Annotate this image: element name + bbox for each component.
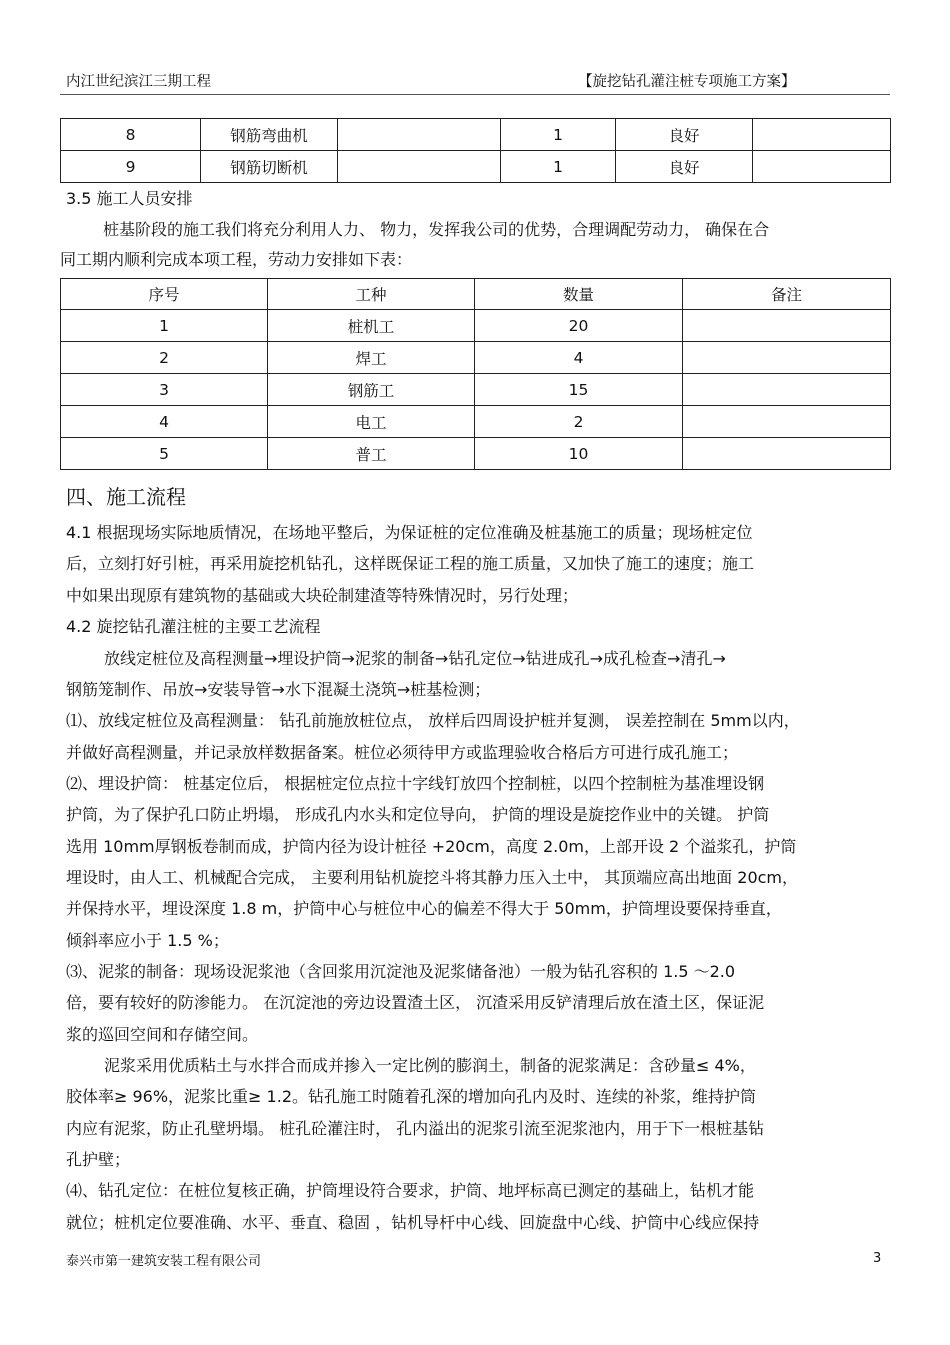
- paragraph-line: 孔护壁；: [66, 1150, 131, 1169]
- column-header: 工种: [268, 279, 475, 310]
- header-project-title: 内江世纪滨江三期工程: [66, 74, 211, 90]
- table-cell: [338, 119, 501, 151]
- table-cell: 1: [61, 310, 268, 342]
- paragraph-line: 倾斜率应小于 1.5 %；: [66, 931, 229, 950]
- paragraph-line: 胶体率≥ 96%，泥浆比重≥ 1.2。钻孔施工时随着孔深的增加向孔内及时、连续的补浆，维持护筒: [66, 1087, 756, 1106]
- paragraph-line: 4.1 根据现场实际地质情况，在场地平整后，为保证桩的定位准确及桩基施工的质量；现场桩定位: [66, 523, 753, 542]
- table-cell: 钢筋弯曲机: [201, 119, 338, 151]
- header-divider: [60, 94, 890, 95]
- table-cell: 良好: [616, 151, 753, 183]
- process-flow-line: 钢筋笼制作、吊放→安装导管→水下混凝土浇筑→桩基检测；: [66, 680, 491, 699]
- section-3-5-title: 3.5 施工人员安排: [66, 189, 193, 208]
- paragraph-line: ⑶、泥浆的制备：现场设泥浆池（含回浆用沉淀池及泥浆储备池）一般为钻孔容积的 1.5 ～2.0: [66, 962, 736, 981]
- table-row: [61, 374, 891, 406]
- column-header: 序号: [61, 279, 268, 310]
- paragraph-line: 就位；桩机定位要准确、水平、垂直、稳固 ，钻机导杆中心线、回旋盘中心线、护筒中心线应保持: [66, 1213, 760, 1232]
- paragraph-line: 桩基阶段的施工我们将充分利用人力、 物力，发挥我公司的优势，合理调配劳动力， 确保在合: [103, 220, 770, 239]
- footer-company: 泰兴市第一建筑安装工程有限公司: [66, 1254, 262, 1269]
- table-cell: 钢筋工: [268, 374, 475, 406]
- table-cell: [753, 151, 891, 183]
- table-cell: [338, 151, 501, 183]
- table-cell: 4: [475, 342, 683, 374]
- paragraph-line: 浆的巡回空间和存储空间。: [66, 1025, 259, 1044]
- table-cell: 良好: [616, 119, 753, 151]
- paragraph-line: 埋设时，由人工、机械配合完成， 主要利用钻机旋挖斗将其静力压入土中， 其顶端应高出地面 20cm，: [66, 868, 799, 887]
- paragraph-line: 倍，要有较好的防渗能力。 在沉淀池的旁边设置渣土区， 沉渣采用反铲清理后放在渣土区，保证泥: [66, 993, 765, 1012]
- paragraph-line: ⑴、放线定桩位及高程测量： 钻孔前施放桩位点， 放样后四周设护桩并复测， 误差控制在 5mm以内，: [66, 711, 800, 730]
- table-cell: [683, 374, 891, 406]
- paragraph-line: ⑵、埋设护筒： 桩基定位后， 根据桩定位点拉十字线钉放四个控制桩，以四个控制桩为基准埋设钢: [66, 774, 765, 793]
- table-cell: 普工: [268, 438, 475, 470]
- table-cell: 20: [475, 310, 683, 342]
- labor-table: [60, 278, 891, 470]
- process-flow-line: 放线定桩位及高程测量→埋设护筒→泥浆的制备→钻孔定位→钻进成孔→成孔检查→清孔→: [104, 649, 726, 668]
- table-cell: 钢筋切断机: [201, 151, 338, 183]
- table-cell: 3: [61, 374, 268, 406]
- paragraph-line: 后，立刻打好引桩，再采用旋挖机钻孔，这样既保证工程的施工质量，又加快了施工的速度；施工: [66, 554, 755, 573]
- table-cell: [683, 438, 891, 470]
- table-cell: 8: [61, 119, 201, 151]
- paragraph-line: 并做好高程测量，并记录放样数据备案。桩位必须待甲方或监理验收合格后方可进行成孔施工；: [66, 743, 739, 762]
- table-cell: [683, 342, 891, 374]
- table-header-row: [61, 279, 891, 310]
- paragraph-line: 内应有泥浆，防止孔壁坍塌。 桩孔砼灌注时， 孔内溢出的泥浆引流至泥浆池内，用于下一根桩基钻: [66, 1119, 765, 1138]
- paragraph-line: ⑷、钻孔定位：在桩位复核正确，护筒埋设符合要求，护筒、地坪标高已测定的基础上，钻机才能: [66, 1181, 755, 1200]
- section-4-title: 四、施工流程: [66, 485, 186, 509]
- paragraph-line: 护筒，为了保护孔口防止坍塌， 形成孔内水头和定位导向， 护筒的埋设是旋挖作业中的关键。 护筒: [66, 805, 770, 824]
- table-cell: 2: [475, 406, 683, 438]
- table-cell: 1: [501, 119, 616, 151]
- table-cell: 15: [475, 374, 683, 406]
- section-4-2-title: 4.2 旋挖钻孔灌注桩的主要工艺流程: [66, 617, 321, 636]
- table-row: [61, 151, 891, 183]
- paragraph-line: 泥浆采用优质粘土与水拌合而成并掺入一定比例的膨润土，制备的泥浆满足：含砂量≤ 4%，: [104, 1056, 756, 1075]
- column-header: 备注: [683, 279, 891, 310]
- table-cell: 电工: [268, 406, 475, 438]
- page-number: 3: [873, 1251, 882, 1266]
- table-cell: 5: [61, 438, 268, 470]
- table-cell: [683, 406, 891, 438]
- table-row: [61, 406, 891, 438]
- table-row: [61, 438, 891, 470]
- equipment-table: [60, 118, 891, 183]
- header-document-title: 【旋挖钻孔灌注桩专项施工方案】: [578, 74, 796, 90]
- paragraph-line: 选用 10mm厚钢板卷制而成，护筒内径为设计桩径 +20cm，高度 2.0m，上部开设 2 个溢浆孔，护筒: [66, 837, 797, 856]
- paragraph-line: 同工期内顺利完成本项工程，劳动力安排如下表：: [60, 250, 413, 269]
- table-cell: [753, 119, 891, 151]
- table-cell: 9: [61, 151, 201, 183]
- paragraph-line: 并保持水平，埋设深度 1.8 m，护筒中心与桩位中心的偏差不得大于 50mm，护筒埋设要保持垂直，: [66, 899, 782, 918]
- table-cell: 焊工: [268, 342, 475, 374]
- table-cell: 2: [61, 342, 268, 374]
- table-cell: [683, 310, 891, 342]
- paragraph-line: 中如果出现原有建筑物的基础或大块砼制建渣等特殊情况时，另行处理；: [66, 586, 579, 605]
- table-cell: 1: [501, 151, 616, 183]
- column-header: 数量: [475, 279, 683, 310]
- table-cell: 桩机工: [268, 310, 475, 342]
- table-row: [61, 342, 891, 374]
- table-row: [61, 310, 891, 342]
- table-cell: 4: [61, 406, 268, 438]
- table-cell: 10: [475, 438, 683, 470]
- table-row: [61, 119, 891, 151]
